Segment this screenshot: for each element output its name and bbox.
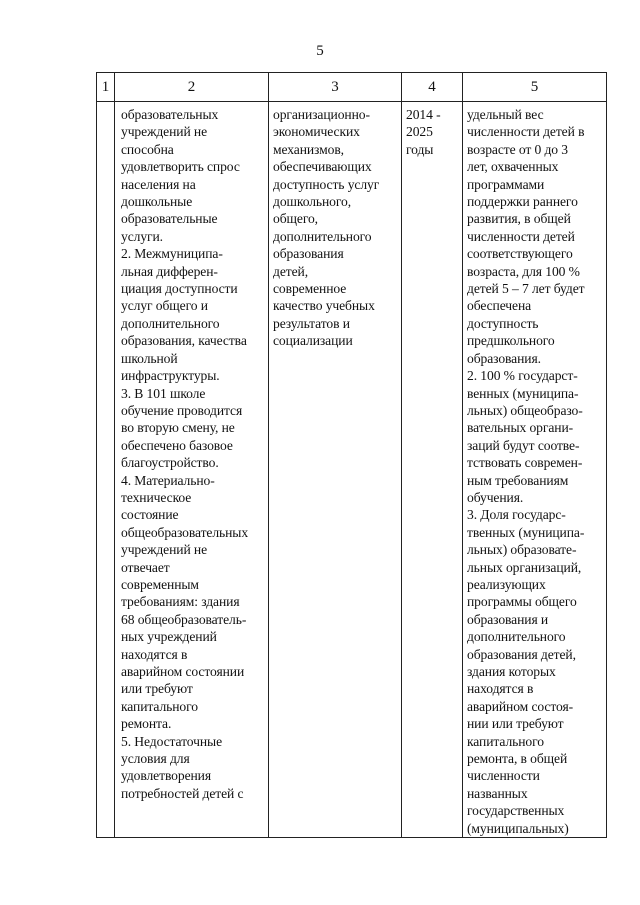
column-header-1: 1: [97, 73, 115, 102]
program-table: [96, 72, 607, 838]
column-header-5: 5: [463, 73, 607, 102]
column-header-4: 4: [402, 73, 463, 102]
cell-results: [463, 102, 607, 838]
cell-index-text: [97, 102, 114, 106]
column-header-3: 3: [269, 73, 402, 102]
cell-results-text: удельный вес численности детей в возрасте от 0 до 3 лет, охваченных программами поддержки раннего развития, в общей численности детей соответствующего возраста, для 100 % детей 5 – 7 лет будет обеспечена доступность предшкольного образования. 2. 100 % государст- венных (муниципа- льных) общеобразо- вательных органи- заций будут соотве- тствовать современ- ным требованиям обучения. 3. Доля государс- твенных (муниципа- льных) образовате- льных организаций, реализующих программы общего образования и дополнительного образования детей, здания которых находятся в аварийном состоя- нии или требуют капитального ремонта, в общей численности названных государственных (муниципальных): [467, 107, 585, 836]
cell-period: [402, 102, 463, 838]
cell-index: [97, 102, 115, 838]
cell-goals: [269, 102, 402, 838]
cell-goals-text: организационно- экономических механизмов, обеспечивающих доступность услуг дошкольного, общего, дополнительного образования детей, современное качество учебных результатов и социализации: [273, 107, 380, 349]
cell-period-text: 2014 - 2025 годы: [406, 107, 441, 157]
table-header-row: [97, 73, 607, 102]
cell-problems-text: образовательных учреждений не способна удовлетворить спрос населения на дошкольные образовательные услуги. 2. Межмуниципа- льная дифферен- циация доступности услуг общего и дополнительного образования, качества школьной инфраструктуры. 3. В 101 школе обучение проводится во вторую смену, не обеспечено базовое благоустройство. 4. Материально- техническое состояние общеобразовательных учреждений не отвечает современным требованиям: здания 68 общеобразователь- ных учреждений находятся в аварийном состоянии или требуют капитального ремонта. 5. Недостаточные условия для удовлетворения потребностей детей с: [121, 107, 249, 801]
page-number: 5: [316, 43, 324, 59]
column-header-2: 2: [115, 73, 269, 102]
table-row: [97, 102, 607, 838]
cell-problems: [115, 102, 269, 838]
